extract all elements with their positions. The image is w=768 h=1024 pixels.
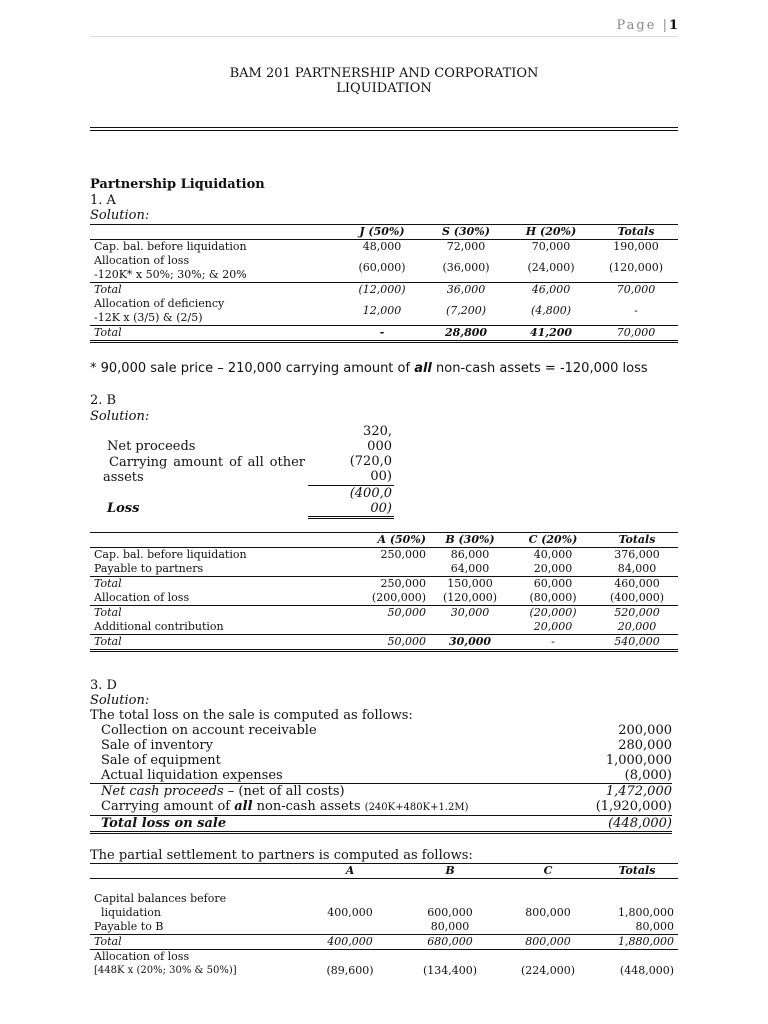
calc-double-rule: [308, 516, 394, 519]
net-proceeds-value: [358, 424, 392, 454]
cell: (120,000): [430, 591, 510, 606]
cell: 680,000: [400, 935, 500, 950]
table-row: [90, 240, 678, 255]
row-label: [90, 950, 300, 979]
cell: 376,000: [614, 548, 660, 561]
calc-line: [90, 738, 672, 753]
row-label: Total: [90, 935, 300, 950]
cell: 540,000: [596, 635, 678, 651]
value-line: 00): [370, 469, 392, 484]
cell: (80,000): [510, 591, 596, 606]
cell: -: [510, 635, 596, 651]
table-row: [90, 635, 678, 651]
calc-label: Collection on account receivable: [101, 723, 317, 738]
row-label: Cap. bal. before liquidation: [94, 240, 247, 253]
cell: 80,000: [400, 920, 500, 935]
row-label: Allocation of loss: [90, 591, 360, 606]
total-loss-label: Total loss on sale: [101, 816, 227, 831]
row-label: Total: [90, 283, 340, 298]
table-row: [90, 562, 678, 577]
q2-number: 2. B: [90, 393, 117, 408]
cell: (448,000): [619, 964, 674, 977]
q1-col-s: S (30%): [424, 225, 508, 240]
q1-header-row: [90, 225, 678, 240]
net-cash-label: [101, 784, 345, 799]
title-rule: [90, 127, 678, 128]
carrying-line: [90, 799, 672, 816]
q2-header-row: [90, 533, 678, 548]
cell: 70,000: [594, 326, 678, 342]
calc-value: (8,000): [624, 768, 672, 783]
carrying-pre: Carrying amount of: [101, 799, 235, 814]
cell: [360, 562, 430, 577]
value-line: 320,: [363, 424, 392, 439]
cell: 64,000: [430, 562, 510, 577]
carrying-label: [101, 799, 469, 815]
note-text: * 90,000 sale price – 210,000 carrying amount of: [90, 361, 415, 376]
cell: 50,000: [360, 635, 430, 651]
row-label-line-1: Allocation of loss: [94, 254, 190, 267]
cell: (224,000): [520, 964, 576, 977]
cell: -: [340, 326, 424, 342]
row-label: [90, 297, 340, 326]
table-row: [90, 326, 678, 342]
cell: 20,000: [596, 620, 678, 635]
value-line: 00): [370, 501, 392, 516]
carrying-value: [345, 454, 392, 484]
row-label-line-2: -12K x (3/5) & (2/5): [94, 311, 203, 324]
row-label: Total: [90, 635, 360, 651]
q1-note: [90, 361, 648, 376]
cell: [300, 920, 400, 935]
cell: 46,000: [508, 283, 594, 298]
carrying-post: non-cash assets: [252, 799, 365, 814]
cell: (60,000): [358, 261, 406, 274]
title-line-2: LIQUIDATION: [336, 81, 432, 96]
title-rule-2: [90, 130, 678, 131]
page-number: [616, 18, 678, 33]
cell: 20,000: [510, 562, 596, 577]
page-word: Page: [616, 18, 657, 33]
q3-loss-calc: [90, 723, 672, 834]
cell: (200,000): [360, 591, 430, 606]
row-label-line-1: Allocation of deficiency: [94, 297, 225, 310]
q1-col-h: H (20%): [508, 225, 594, 240]
carrying-breakdown: (240K+480K+1.2M): [364, 802, 469, 813]
q3-col-b: B: [400, 864, 500, 879]
row-label: Payable to B: [90, 920, 300, 935]
table-row: [90, 548, 678, 563]
cell: (7,200): [424, 297, 508, 326]
net-proceeds-label: Net proceeds: [107, 439, 196, 454]
page-separator: |: [662, 18, 669, 33]
total-loss-value: (448,000): [608, 816, 672, 831]
cell: (400,000): [596, 591, 678, 606]
row-label: Payable to partners: [90, 562, 360, 577]
carrying-em: all: [234, 799, 253, 814]
q3-col-c: C: [500, 864, 596, 879]
row-label-line-1: Allocation of loss: [94, 950, 190, 963]
cell: 70,000: [531, 240, 571, 253]
table-row: [90, 935, 678, 950]
table-row: [90, 283, 678, 298]
cell: (120,000): [608, 261, 664, 274]
q1-col-totals: Totals: [594, 225, 678, 240]
cell: 86,000: [450, 548, 490, 561]
cell: 60,000: [533, 577, 573, 590]
section-heading: Partnership Liquidation: [90, 177, 265, 192]
row-label-line-1: Capital balances before: [94, 892, 227, 905]
row-label-line-2: -120K* x 50%; 30%; & 20%: [94, 268, 247, 281]
cell: 520,000: [614, 606, 660, 619]
document-title: [0, 66, 768, 96]
calc-value: 1,000,000: [605, 753, 672, 768]
table-row: [90, 606, 678, 621]
q3-intro: The total loss on the sale is computed as follows:: [90, 708, 413, 723]
cell: 41,200: [508, 326, 594, 342]
calc-label: Actual liquidation expenses: [101, 768, 283, 783]
cell: 800,000: [500, 935, 596, 950]
cell: 400,000: [327, 906, 373, 919]
q3-col-a: A: [300, 864, 400, 879]
q3-solution: Solution:: [90, 693, 150, 708]
partial-intro: The partial settlement to partners is computed as follows:: [90, 848, 473, 863]
note-text-end: non-cash assets = -120,000 loss: [431, 361, 648, 376]
cell: [500, 920, 596, 935]
cell: 30,000: [450, 606, 490, 619]
cell: 250,000: [380, 548, 426, 561]
cell: 1,880,000: [596, 935, 678, 950]
cell: (89,600): [326, 964, 374, 977]
cell: 84,000: [596, 562, 678, 577]
row-label: [90, 879, 300, 921]
carrying-label: Carrying amount of all other: [109, 455, 305, 470]
cell: 30,000: [430, 635, 510, 651]
q1-solution: Solution:: [90, 208, 150, 223]
q2-col-b: B (30%): [430, 533, 510, 548]
row-label: Cap. bal. before liquidation: [94, 548, 247, 561]
q3-col-totals: Totals: [596, 864, 678, 879]
row-label: Total: [94, 606, 122, 619]
table-row: [90, 950, 678, 979]
calc-line: [90, 768, 672, 784]
cell: 70,000: [594, 283, 678, 298]
cell: 28,800: [424, 326, 508, 342]
q2-col-totals: Totals: [596, 533, 678, 548]
cell: 72,000: [446, 240, 486, 253]
table-row: [90, 920, 678, 935]
total-loss-line: [90, 816, 672, 834]
cell: 190,000: [613, 240, 659, 253]
cell: 800,000: [525, 906, 571, 919]
cell: 250,000: [380, 577, 426, 590]
row-label: Additional contribution: [90, 620, 360, 635]
cell: (36,000): [442, 261, 490, 274]
q3-number: 3. D: [90, 678, 117, 693]
carrying-label-2: assets: [103, 470, 144, 485]
calc-label: Sale of inventory: [101, 738, 213, 753]
page-num: 1: [668, 18, 678, 33]
calc-value: 280,000: [618, 738, 672, 753]
q3-header-row: [90, 864, 678, 879]
q1-number: 1. A: [90, 193, 116, 208]
table-row: [90, 297, 678, 326]
row-label-line-2: liquidation: [94, 906, 161, 919]
calc-line: [90, 753, 672, 768]
cell: 36,000: [424, 283, 508, 298]
cell: (4,800): [508, 297, 594, 326]
row-label-line-2: [448K x (20%; 30% & 50%)]: [94, 965, 237, 976]
net-cash-value: 1,472,000: [605, 784, 672, 799]
value-line: 000: [367, 439, 392, 454]
cell: (20,000): [529, 606, 577, 619]
net-cash-label-em: Net cash proceeds: [101, 784, 224, 799]
cell: (134,400): [422, 964, 478, 977]
note-emphasis: all: [414, 361, 432, 376]
q1-table: [90, 224, 678, 343]
value-line: (720,0: [349, 454, 392, 469]
cell: [430, 620, 510, 635]
cell: 600,000: [427, 906, 473, 919]
table-row: [90, 591, 678, 606]
cell: [360, 620, 430, 635]
cell: 80,000: [596, 920, 678, 935]
net-cash-suffix: – (net of all costs): [223, 784, 345, 799]
loss-value: [345, 486, 392, 516]
cell: 40,000: [533, 548, 573, 561]
cell: -: [594, 297, 678, 326]
carrying-value: (1,920,000): [595, 799, 672, 814]
cell: (12,000): [340, 283, 424, 298]
cell: 20,000: [510, 620, 596, 635]
row-label: [90, 254, 340, 283]
row-label: Total: [94, 577, 122, 590]
cell: 460,000: [614, 577, 660, 590]
cell: 48,000: [362, 240, 402, 253]
loss-label: Loss: [107, 501, 140, 516]
value-line: (400,0: [349, 486, 392, 501]
row-label: Total: [90, 326, 340, 342]
table-row: [90, 879, 678, 921]
q1-col-j: J (50%): [340, 225, 424, 240]
table-row: [90, 254, 678, 283]
q2-solution: Solution:: [90, 409, 150, 424]
cell: 12,000: [340, 297, 424, 326]
table-row: [90, 620, 678, 635]
table-row: [90, 577, 678, 592]
cell: 150,000: [447, 577, 493, 590]
q2-table: [90, 532, 678, 652]
cell: 400,000: [300, 935, 400, 950]
calc-line: [90, 723, 672, 738]
calc-value: 200,000: [618, 723, 672, 738]
cell: 1,800,000: [618, 906, 674, 919]
q2-col-a: A (50%): [360, 533, 430, 548]
q3-table: [90, 863, 678, 978]
title-line-1: BAM 201 PARTNERSHIP AND CORPORATION: [229, 66, 539, 81]
net-cash-line: [90, 784, 672, 799]
q2-col-c: C (20%): [510, 533, 596, 548]
cell: 50,000: [387, 606, 426, 619]
calc-label: Sale of equipment: [101, 753, 221, 768]
header-divider: [90, 36, 678, 37]
cell: (24,000): [527, 261, 575, 274]
